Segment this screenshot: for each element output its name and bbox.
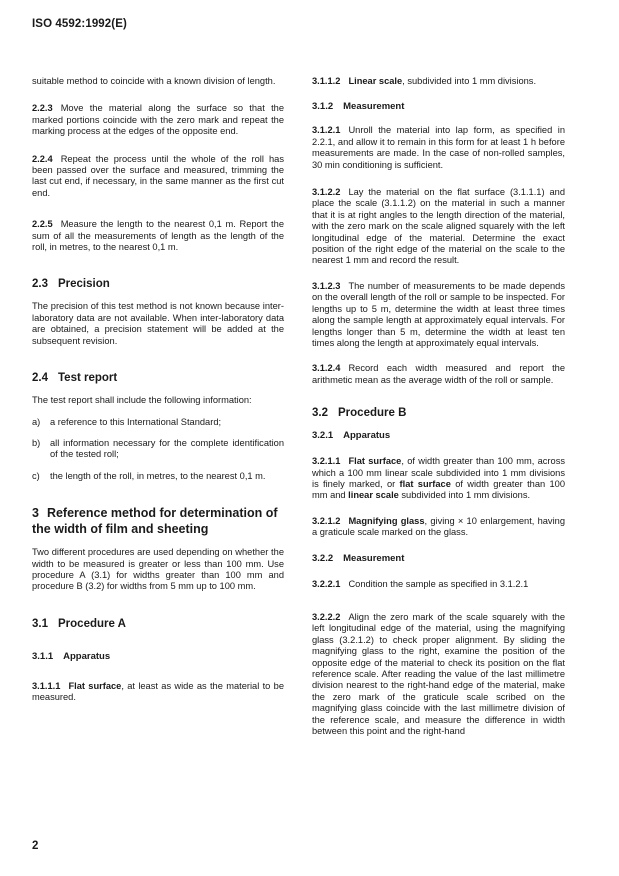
clause-3-2-1-2: 3.2.1.2 Magnifying glass, giving × 10 enlargement, having a graticule scale marked on the glass. <box>312 515 565 538</box>
clause-text: Move the material along the surface so that the marked portions coincide with the zero mark and repeat the marking process at the edges of the opposite end. <box>32 103 284 137</box>
subsection-heading-measurement-b: 3.2.2 Measurement <box>312 552 405 564</box>
precision-paragraph: The precision of this test method is not known because inter-laboratory data are not available. When inter-laboratory data are obtained, a precision statement will be added at the subsequent revision. <box>32 301 284 346</box>
clause-3-1-2-2: 3.1.2.2 Lay the material on the flat surface (3.1.1.1) and place the scale (3.1.1.2) on the material in such a manner that it is at right angles to the length direction of the material, with the zero mark on the scale aligned squarely with the left longitudinal edge of the material. Determine the exact position of the right edge of the material on the scale to the nearest 1 mm and record the result. <box>312 187 565 266</box>
clause-number: 2.2.4 <box>32 153 53 164</box>
section-heading-reference-method: 3 Reference method for determination of the width of film and sheeting <box>32 506 278 536</box>
clause-text: Repeat the process until the whole of the roll has been passed over the surface and measured, trimming the last cut end, if necessary, in the same manner as the first cut end. <box>32 153 284 198</box>
subsection-heading-apparatus-b: 3.2.1 Apparatus <box>312 430 391 442</box>
clause-number: 2.2.5 <box>32 219 53 230</box>
list-item: b) all information necessary for the complete identification of the tested roll; <box>32 437 284 460</box>
clause-2-2-5 <box>32 219 284 253</box>
clause-number: 2.2.3 <box>32 103 53 114</box>
section-heading-procedure-a: 3.1 Procedure A <box>32 617 126 630</box>
clause-3-1-1-2: 3.1.1.2 Linear scale, subdivided into 1 mm divisions. <box>312 76 537 86</box>
subsection-heading-measurement: 3.1.2 Measurement <box>312 101 405 113</box>
document-header: ISO 4592:1992(E) <box>32 18 127 30</box>
clause-3-2-2-1: 3.2.2.1 Condition the sample as specified in 3.1.2.1 <box>312 578 529 589</box>
clause-2-2-3 <box>32 103 284 137</box>
clause-2-2-4 <box>32 154 284 200</box>
section-heading-procedure-b: 3.2 Procedure B <box>312 407 407 420</box>
section-heading-precision: 2.3 Precision <box>32 278 110 291</box>
list-item: c) the length of the roll, in metres, to the nearest 0,1 m. <box>32 470 266 481</box>
clause-3-1-2-4: 3.1.2.4 Record each width measured and report the arithmetic mean as the average width of the roll or sample. <box>312 363 565 385</box>
clause-3-1-2-3: 3.1.2.3 The number of measurements to be made depends on the overall length of the roll or sample to be inspected. For lengths up to 5 m, determine the width at least three times along the sample length at approximately equal intervals. For lengths longer than 5 m, determine the width at least ten times along the length at approximately equal intervals. <box>312 280 565 348</box>
left-column <box>32 76 284 704</box>
clause-3-1-2-1: 3.1.2.1 Unroll the material into lap form, as specified in 2.2.1, and allow it to remain in this form for at least 1 h before measurements are made. In the case of non-rolled samples, 30 min conditioning is sufficient. <box>312 125 565 170</box>
clause-3-1-1-1: 3.1.1.1 Flat surface, at least as wide as the material to be measured. <box>32 680 284 703</box>
list-item: a) a reference to this International Standard; <box>32 416 222 427</box>
section-heading-test-report: 2.4 Test report <box>32 372 118 385</box>
subsection-heading-apparatus: 3.1.1 Apparatus <box>32 650 111 662</box>
clause-3-2-1-1: 3.2.1.1 Flat surface, of width greater than 100 mm, across which a 100 mm linear scale subdivided into 1 mm divisions is finely marked, or flat surface of width greater than 100 mm and linear scale subdivided into 1 mm divisions. <box>312 456 565 501</box>
right-column <box>312 76 565 737</box>
clause-3-2-2-2: 3.2.2.2 Align the zero mark of the scale squarely with the left longitudinal edge of the material, using the magnifying glass (3.2.1.2) to check proper alignment. By sliding the magnifying glass to the right, examine the position of the opposite edge of the material to check its position on the flat reference scale. After reading the value of the last millimetre division nearest to the right-hand edge of the material, make the zero mark of the graticule scale scribed on the magnifying glass coincide with the last millimetre division of the reference scale, and measure the difference in width between this point and the right-hand <box>312 611 565 737</box>
page-number: 2 <box>32 840 39 852</box>
clause-text: Measure the length to the nearest 0,1 m. Report the sum of all the measurements of length as the length of the roll, in metres, to the nearest 0,1 m. <box>32 219 284 253</box>
continued-paragraph: suitable method to coincide with a known division of length. <box>32 76 276 86</box>
report-intro: The test report shall include the following information: <box>32 395 252 406</box>
method-paragraph: Two different procedures are used depending on whether the width to be measured is greater or less than 100 mm. Use procedure A (3.1) for widths greater than 100 mm and procedure B (3.2) for widths from 5 mm up to 100 mm. <box>32 547 284 592</box>
